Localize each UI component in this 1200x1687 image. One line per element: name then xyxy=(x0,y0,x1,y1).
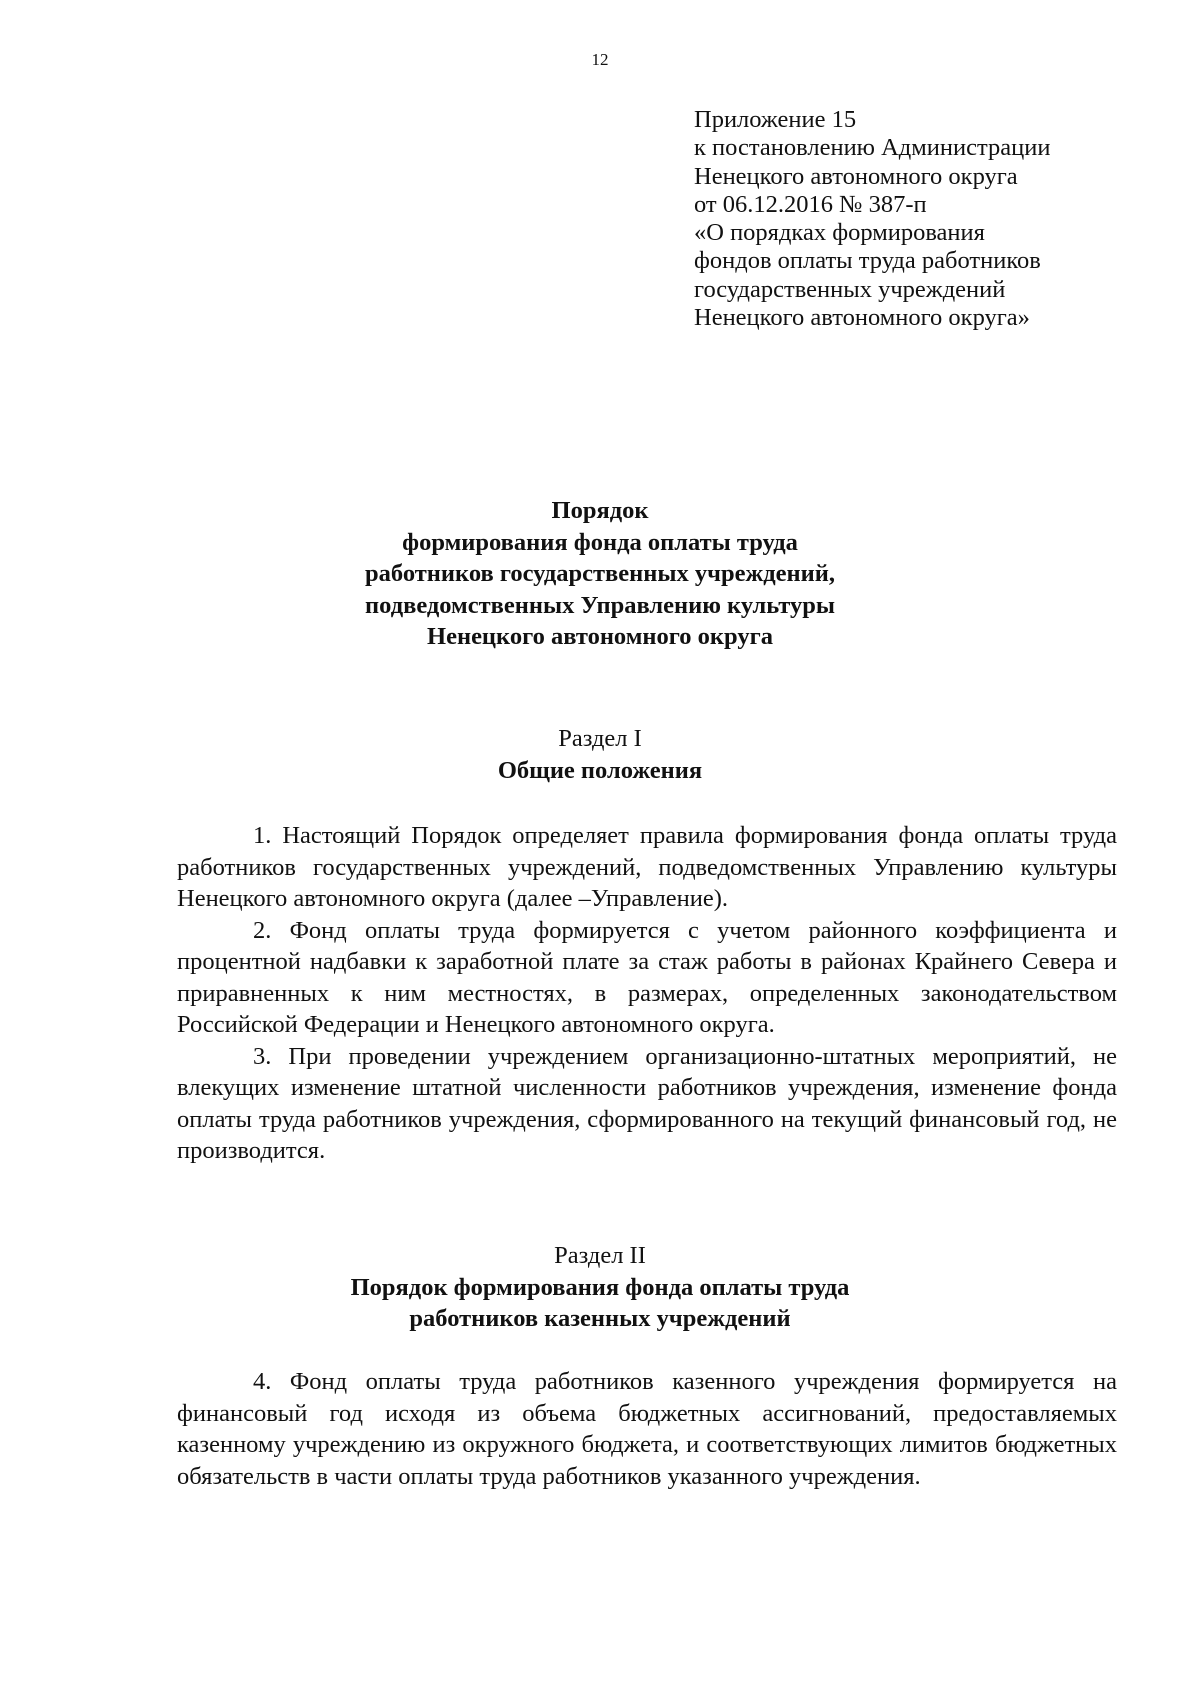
section-1-heading xyxy=(0,723,1200,786)
paragraph-1: 1. Настоящий Порядок определяет правила формирования фонда оплаты труда работников государственных учреждений, подведомственных Управлению культуры Ненецкого автономного округа (далее –Управление). xyxy=(177,822,1117,912)
title-line: подведомственных Управлению культуры xyxy=(365,591,835,619)
section-2-heading xyxy=(0,1240,1200,1335)
appendix-line: Ненецкого автономного округа xyxy=(694,162,1018,190)
paragraph-4: 4. Фонд оплаты труда работников казенного учреждения формируется на финансовый год исходя из объема бюджетных ассигнований, предоставляемых казенному учреждению из окружного бюджета, и соответствующих лимитов бюджетных обязательств в части оплаты труда работников указанного учреждения. xyxy=(177,1368,1117,1490)
title-line: Ненецкого автономного округа xyxy=(427,623,773,650)
title-line: Порядок xyxy=(551,497,649,524)
appendix-line: государственных учреждений xyxy=(694,275,1006,303)
section-1-body xyxy=(177,820,1117,1167)
page-number: 12 xyxy=(591,50,609,69)
appendix-line: фондов оплаты труда работников xyxy=(694,247,1041,275)
section-2-name-line: Порядок формирования фонда оплаты труда xyxy=(350,1273,850,1301)
appendix-line: Ненецкого автономного округа» xyxy=(694,304,1030,332)
section-2-label: Раздел II xyxy=(554,1242,646,1269)
section-1-label: Раздел I xyxy=(558,725,642,752)
title-line: формирования фонда оплаты труда xyxy=(402,528,798,556)
paragraph-2: 2. Фонд оплаты труда формируется с учетом районного коэффициента и процентной надбавки к заработной плате за стаж работы в районах Крайнего Севера и приравненных к ним местностях, в размерах, определенных законодательством Российской Федерации и Ненецкого автономного округа. xyxy=(177,916,1117,1038)
document-title xyxy=(0,495,1200,653)
section-2-name-line: работников казенных учреждений xyxy=(409,1305,791,1332)
appendix-line: от 06.12.2016 № 387-п xyxy=(694,190,927,218)
section-2-body xyxy=(177,1366,1117,1492)
title-line: работников государственных учреждений, xyxy=(365,560,835,587)
appendix-line: Приложение 15 xyxy=(694,106,857,133)
appendix-line: «О порядках формирования xyxy=(694,219,985,247)
appendix-line: к постановлению Администрации xyxy=(694,134,1051,162)
appendix-block xyxy=(694,106,1164,332)
section-1-name: Общие положения xyxy=(497,756,703,784)
paragraph-3: 3. При проведении учреждением организационно-штатных мероприятий, не влекущих изменение штатной численности работников учреждения, изменение фонда оплаты труда работников учреждения, сформированного на текущий финансовый год, не производится. xyxy=(177,1042,1117,1164)
